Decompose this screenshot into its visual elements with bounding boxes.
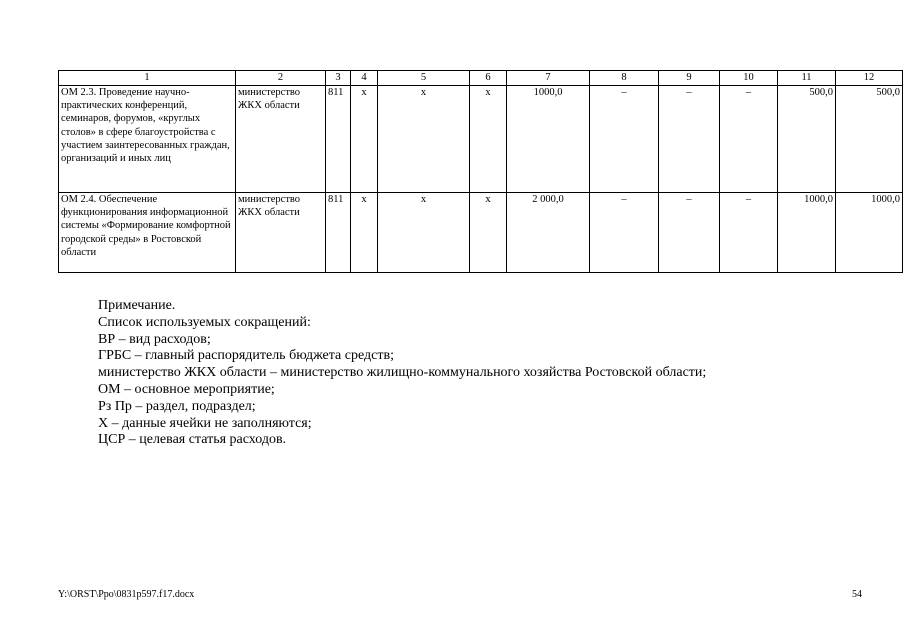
table-row xyxy=(59,193,903,273)
table-cell: 500,0 xyxy=(778,86,836,193)
table-cell: х xyxy=(351,86,378,193)
footer-file-path: Y:\ORST\Ppo\0831p597.f17.docx xyxy=(58,589,195,600)
table-cell: 1000,0 xyxy=(836,193,903,273)
column-header: 11 xyxy=(778,71,836,86)
header-row xyxy=(59,71,903,86)
column-header: 9 xyxy=(659,71,720,86)
table-cell: х xyxy=(378,86,470,193)
abbreviation-item: ВР – вид расходов; xyxy=(98,331,211,347)
column-header: 5 xyxy=(378,71,470,86)
total-cell: 2 000,0 xyxy=(507,193,590,273)
abbreviation-item: ГРБС – главный распорядитель бюджета средств; xyxy=(98,348,394,364)
column-header: 6 xyxy=(470,71,507,86)
page-number: 54 xyxy=(852,589,862,600)
table-cell: – xyxy=(590,86,659,193)
table-cell: х xyxy=(378,193,470,273)
table-cell: – xyxy=(590,193,659,273)
table-cell: – xyxy=(720,193,778,273)
event-name-cell: ОМ 2.4. Обеспечение функционирования информационной системы «Формирование комфортной городской среды» в Ростовской области xyxy=(59,193,236,273)
table-cell: – xyxy=(659,193,720,273)
budget-table xyxy=(58,70,903,273)
column-header: 12 xyxy=(836,71,903,86)
table-cell: х xyxy=(470,193,507,273)
abbreviation-item: ЦСР – целевая статья расходов. xyxy=(98,432,287,448)
abbreviations-heading: Список используемых сокращений: xyxy=(98,314,311,330)
table-cell: – xyxy=(720,86,778,193)
abbreviation-item: Х – данные ячейки не заполняются; xyxy=(98,415,312,431)
total-cell: 1000,0 xyxy=(507,86,590,193)
column-header: 1 xyxy=(59,71,236,86)
executor-cell: министерство ЖКХ области xyxy=(236,193,326,273)
notes-title: Примечание. xyxy=(98,298,176,313)
event-name-cell: ОМ 2.3. Проведение научно-практических конференций, семинаров, форумов, «круглых столов» в сфере благоустройства с участием заинтересованных граждан, организаций и иных лиц xyxy=(59,86,236,193)
table-row xyxy=(59,86,903,193)
column-header: 4 xyxy=(351,71,378,86)
abbreviation-item: ОМ – основное мероприятие; xyxy=(98,381,275,397)
executor-cell: министерство ЖКХ области xyxy=(236,86,326,193)
column-header: 10 xyxy=(720,71,778,86)
notes-section xyxy=(98,298,706,449)
table-cell: 500,0 xyxy=(836,86,903,193)
table-cell: 1000,0 xyxy=(778,193,836,273)
column-header: 7 xyxy=(507,71,590,86)
column-header: 8 xyxy=(590,71,659,86)
column-header: 2 xyxy=(236,71,326,86)
column-header: 3 xyxy=(326,71,351,86)
table-cell: х xyxy=(470,86,507,193)
grbs-cell: 811 xyxy=(326,86,351,193)
table-cell: – xyxy=(659,86,720,193)
table-cell: х xyxy=(351,193,378,273)
grbs-cell: 811 xyxy=(326,193,351,273)
abbreviation-item: министерство ЖКХ области – министерство жилищно-коммунального хозяйства Ростовской области; xyxy=(98,365,707,381)
abbreviation-item: Рз Пр – раздел, подраздел; xyxy=(98,398,256,414)
